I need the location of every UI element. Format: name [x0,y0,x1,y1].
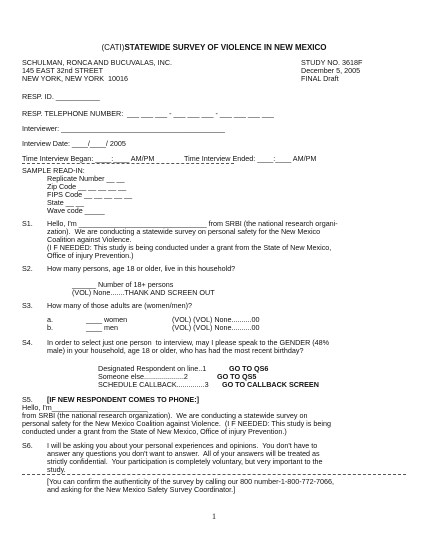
title-prefix: (CATI) [101,43,125,52]
sample-replicate: Replicate Number __ __ [47,174,125,183]
company-name: SCHULMAN, RONCA AND BUCUVALAS, INC. [22,58,173,67]
interview-date-field[interactable]: Interview Date: ____/____/ 2005 [22,139,126,148]
s1-line: Office of injury Prevention.) [47,251,134,260]
s3-number: S3. [22,301,33,310]
s6-note-line: [You can confirm the authenticity of the survey by calling our 800 number-1-800-772-7066, [47,477,335,486]
s5-line: Hello, I'm________________________ [22,403,148,412]
s5-heading: [IF NEW RESPONDENT COMES TO PHONE:] [47,395,200,404]
s2-option-count[interactable]: ______ Number of 18+ persons [72,280,174,289]
s4-option-callback[interactable]: SCHEDULE CALLBACK..............3 [98,380,209,389]
s1-line: Coalition against Violence. [47,235,132,244]
sample-fips: FIPS Code __ __ __ __ __ [47,190,133,199]
s4-goto-callback: GO TO CALLBACK SCREEN [222,380,319,389]
s1-number: S1. [22,219,33,228]
s6-line: strictly confidential. Your participation is completely voluntary, but very important to the [47,457,323,466]
sample-state: State __ __ [47,198,84,207]
s5-line: from SRBI (the national research organization). We are conducting a statewide survey on [22,411,308,420]
sample-heading: SAMPLE READ-IN: [22,166,85,175]
company-street: 145 EAST 32nd STREET [22,66,103,75]
s4-option-someone-else[interactable]: Someone else....................2 [98,372,188,381]
time-began-field[interactable]: Time Interview Began: ____:____ AM/PM [22,154,155,163]
divider [22,163,234,164]
telephone-field[interactable]: RESP. TELEPHONE NUMBER: ___ ___ ___ - ___ ___ ___ - ___ ___ ___ ___ [22,109,274,118]
sample-wave: Wave code _____ [47,206,105,215]
time-ended-field[interactable]: Time Interview Ended: ____:____ AM/PM [184,154,317,163]
s6-line: answer any questions you don't want to answer. All of your answers will be treated as [47,449,320,458]
draft-status: FINAL Draft [301,74,339,83]
s2-question: How many persons, age 18 or older, live in this household? [47,264,236,273]
s1-line: Hello, I'm ________________________________ from SRBI (the national research organi- [47,219,338,228]
company-city: NEW YORK, NEW YORK 10016 [22,74,128,83]
s3-women-field[interactable]: ____ women [86,315,128,324]
s3-row-a-label: a. [47,315,53,324]
s4-line: In order to select just one person to interview, may I please speak to the GENDER (48% [47,338,330,347]
s3-question: How many of those adults are (women/men)? [47,301,193,310]
s6-line: study. [47,465,66,474]
s3-men-field[interactable]: ____ men [86,323,118,332]
title-main: STATEWIDE SURVEY OF VIOLENCE IN NEW MEXICO [124,43,327,52]
interviewer-field[interactable]: Interviewer: _________________________________________ [22,124,226,133]
s1-line: zation). We are conducting a statewide survey on personal safety for the New Mexico [47,227,321,236]
s6-note-line: and asking for the New Mexico Safety Survey Coordinator.] [47,485,236,494]
s4-goto-qs6: GO TO QS6 [229,364,269,373]
s1-line: (I F NEEDED: This study is being conducted under a grant from the State of New Mexico, [47,243,332,252]
study-number: STUDY NO. 3618F [301,58,363,67]
document-title [0,43,428,52]
s4-number: S4. [22,338,33,347]
s6-line: I will be asking you about your personal experiences and opinions. You don't have to [47,441,318,450]
divider [22,474,406,475]
s2-option-none[interactable]: (VOL) None.......THANK AND SCREEN OUT [72,288,215,297]
s4-line: male) in your household, age 18 or older, who has had the most recent birthday? [47,346,304,355]
sample-zip: Zip Code __ __ __ __ __ [47,182,127,191]
resp-id-field[interactable]: RESP. ID. ___________ [22,92,100,101]
page-number: 1 [212,512,216,521]
s2-number: S2. [22,264,33,273]
s5-line: personal safety for the New Mexico Coalition against Violence. (I F NEEDED: This study is being [22,419,331,428]
s3-women-none[interactable]: (VOL) (VOL) None..........00 [172,315,260,324]
study-date: December 5, 2005 [301,66,361,75]
s3-men-none[interactable]: (VOL) (VOL) None..........00 [172,323,260,332]
s4-goto-qs5: GO TO QS5 [217,372,257,381]
s4-option-designated[interactable]: Designated Respondent on line..1 [98,364,207,373]
s6-number: S6. [22,441,33,450]
s5-line: conducted under a grant from the State of New Mexico, Office of injury Prevention.) [22,427,287,436]
s5-number: S5. [22,395,33,404]
s3-row-b-label: b. [47,323,53,332]
